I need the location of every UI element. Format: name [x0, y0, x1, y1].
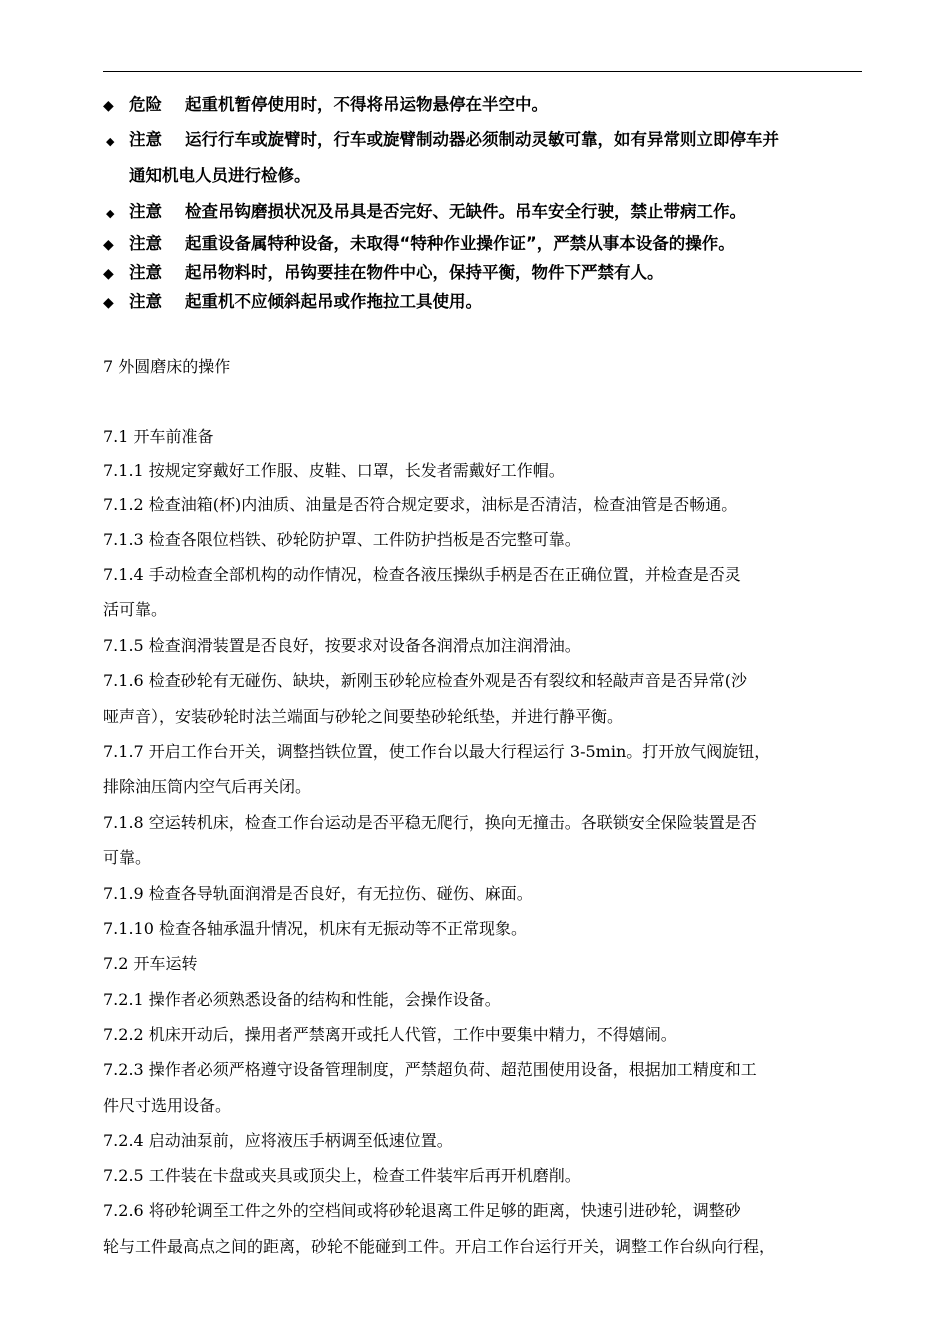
- warning-item-caution: [103, 234, 873, 255]
- paragraph-line: 7.2.3 操作者必须严格遵守设备管理制度，严禁超负荷、超范围使用设备，根据加工精度和工: [103, 1060, 757, 1079]
- paragraph-line: 7.1.2 检查油箱(杯)内油质、油量是否符合规定要求，油标是否清洁，检查油管是否畅通。: [103, 495, 738, 514]
- paragraph-line: 7.2.5 工件装在卡盘或夹具或顶尖上，检查工件装牢后再开机磨削。: [103, 1166, 581, 1185]
- warning-level: 注意: [129, 263, 162, 282]
- warning-level: 注意: [129, 130, 162, 149]
- warning-item-caution: [103, 130, 873, 152]
- paragraph-line: 可靠。: [103, 848, 152, 867]
- paragraph-line: 7.2.4 启动油泵前，应将液压手柄调至低速位置。: [103, 1131, 453, 1150]
- warning-text: 起重机不应倾斜起吊或作拖拉工具使用。: [185, 292, 482, 311]
- warning-text: 起重机暂停使用时，不得将吊运物悬停在半空中。: [185, 95, 548, 114]
- paragraph-line: 7.1.9 检查各导轨面润滑是否良好，有无拉伤、碰伤、麻面。: [103, 884, 533, 903]
- paragraph-line: 7.1.10 检查各轴承温升情况，机床有无振动等不正常现象。: [103, 919, 527, 938]
- diamond-bullet-icon: ◆: [103, 266, 114, 282]
- paragraph-line: 7.1.5 检查润滑装置是否良好，按要求对设备各润滑点加注润滑油。: [103, 636, 581, 655]
- warning-level: 危险: [129, 95, 162, 114]
- paragraph-line: 7.1.8 空运转机床，检查工作台运动是否平稳无爬行，换向无撞击。各联锁安全保险装置是否: [103, 813, 757, 832]
- paragraph-line: 7.1.3 检查各限位档铁、砂轮防护罩、工件防护挡板是否完整可靠。: [103, 530, 581, 549]
- paragraph-line: 7.1.1 按规定穿戴好工作服、皮鞋、口罩，长发者需戴好工作帽。: [103, 461, 565, 480]
- warning-item-caution: [103, 202, 873, 224]
- subsection-heading: 7.1 开车前准备: [103, 427, 214, 446]
- diamond-bullet-icon: ◆: [103, 98, 114, 114]
- warning-level: 注意: [129, 292, 162, 311]
- warning-text: 运行行车或旋臂时，行车或旋臂制动器必须制动灵敏可靠，如有异常则立即停车并: [185, 130, 779, 149]
- warning-text: 检查吊钩磨损状况及吊具是否完好、无缺件。吊车安全行驶，禁止带病工作。: [185, 202, 746, 221]
- section-heading: 7 外圆磨床的操作: [103, 357, 231, 376]
- diamond-bullet-icon: ◆: [106, 207, 115, 220]
- warning-item-caution: [103, 292, 873, 313]
- paragraph-line: 7.1.4 手动检查全部机构的动作情况，检查各液压操纵手柄是否在正确位置，并检查是否灵: [103, 565, 741, 584]
- warning-item-caution: [103, 263, 873, 284]
- warning-level: 注意: [129, 234, 162, 253]
- paragraph-line: 7.1.7 开启工作台开关，调整挡铁位置，使工作台以最大行程运行 3-5min。打开放气阀旋钮，: [103, 742, 771, 761]
- diamond-bullet-icon: ◆: [103, 237, 114, 253]
- header-rule: [103, 71, 862, 72]
- diamond-bullet-icon: ◆: [106, 135, 115, 148]
- diamond-bullet-icon: ◆: [103, 295, 114, 311]
- paragraph-line: 活可靠。: [103, 600, 168, 619]
- paragraph-line: 件尺寸选用设备。: [103, 1096, 232, 1115]
- paragraph-line: 7.1.6 检查砂轮有无碰伤、缺块，新刚玉砂轮应检查外观是否有裂纹和轻敲声音是否异常(沙: [103, 671, 748, 690]
- paragraph-line: 7.2.6 将砂轮调至工件之外的空档间或将砂轮退离工件足够的距离，快速引进砂轮，调整砂: [103, 1201, 741, 1220]
- paragraph-line: 7.2.1 操作者必须熟悉设备的结构和性能，会操作设备。: [103, 990, 501, 1009]
- warning-text: 起吊物料时，吊钩要挂在物件中心，保持平衡，物件下严禁有人。: [185, 263, 664, 282]
- warning-level: 注意: [129, 202, 162, 221]
- warning-item-danger: [103, 95, 873, 116]
- paragraph-line: 轮与工件最高点之间的距离，砂轮不能碰到工件。开启工作台运行开关，调整工作台纵向行程，: [103, 1237, 776, 1256]
- paragraph-line: 排除油压筒内空气后再关闭。: [103, 777, 312, 796]
- subsection-heading: 7.2 开车运转: [103, 954, 198, 973]
- warning-text-continuation: 通知机电人员进行检修。: [129, 166, 311, 185]
- warning-text: 起重设备属特种设备，未取得“特种作业操作证”，严禁从事本设备的操作。: [185, 234, 735, 253]
- paragraph-line: 7.2.2 机床开动后，操用者严禁离开或托人代管，工作中要集中精力，不得嬉闹。: [103, 1025, 677, 1044]
- paragraph-line: 哑声音），安装砂轮时法兰端面与砂轮之间要垫砂轮纸垫，并进行静平衡。: [103, 707, 624, 726]
